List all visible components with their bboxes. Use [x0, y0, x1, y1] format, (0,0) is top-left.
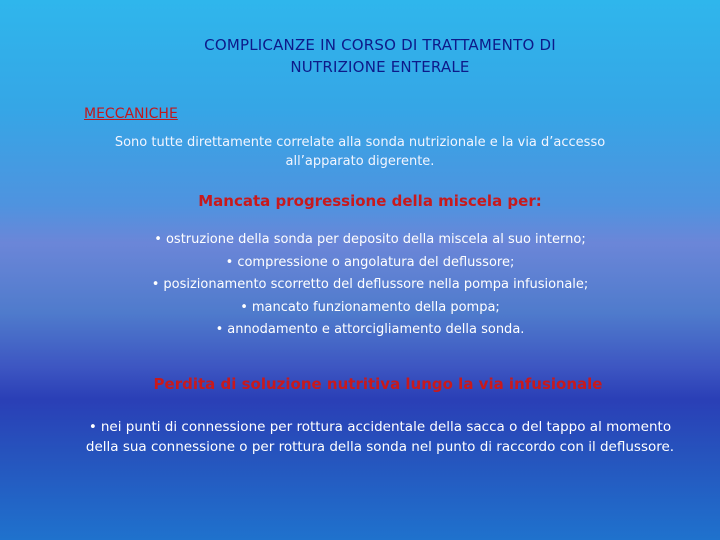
bullet-icon: • — [225, 254, 234, 270]
bullet-icon: • — [88, 419, 97, 435]
section-description-line-2: all’apparato digerente. — [285, 154, 435, 169]
section-description — [80, 133, 640, 171]
list-item-text: posizionamento scorretto del deflussore nella pompa infusionale; — [163, 277, 589, 292]
paragraph-line-1-text: nei punti di connessione per rottura accidentale della sacca o del tappo al momento — [100, 419, 672, 435]
bullet-icon: • — [151, 277, 160, 292]
list-item — [80, 319, 660, 342]
bullet-icon: • — [215, 322, 224, 337]
slide-title-line-1: COMPLICANZE IN CORSO DI TRATTAMENTO DI — [204, 36, 556, 54]
list-item-text: compressione o angolatura del deflussore; — [237, 254, 515, 270]
section-label-meccaniche: MECCANICHE — [84, 106, 178, 122]
paragraph-line-1 — [60, 417, 700, 437]
list-item — [80, 252, 660, 275]
slide-title — [90, 34, 670, 78]
subheading-perdita-soluzione: Perdita di soluzione nutritiva lungo la via infusionale — [153, 375, 603, 393]
slide-title-line-2: NUTRIZIONE ENTERALE — [290, 58, 470, 76]
subheading-mancata-progressione: Mancata progressione della miscela per: — [198, 192, 542, 210]
paragraph-perdita-soluzione — [60, 417, 700, 457]
section-description-line-1: Sono tutte direttamente correlate alla sonda nutrizionale e la via d’accesso — [114, 135, 606, 150]
list-item — [80, 274, 660, 297]
list-item — [80, 297, 660, 320]
list-item-text: mancato funzionamento della pompa; — [251, 299, 500, 315]
bullet-icon: • — [240, 299, 248, 315]
bullet-icon: • — [154, 232, 162, 247]
list-item-text: ostruzione della sonda per deposito della miscela al suo interno; — [165, 232, 586, 247]
list-item — [80, 229, 660, 252]
paragraph-line-2: della sua connessione o per rottura della sonda nel punto di raccordo con il deflussore. — [85, 439, 675, 455]
list-item-text: annodamento e attorcigliamento della sonda. — [227, 322, 525, 337]
bullet-list-progressione — [80, 229, 660, 342]
